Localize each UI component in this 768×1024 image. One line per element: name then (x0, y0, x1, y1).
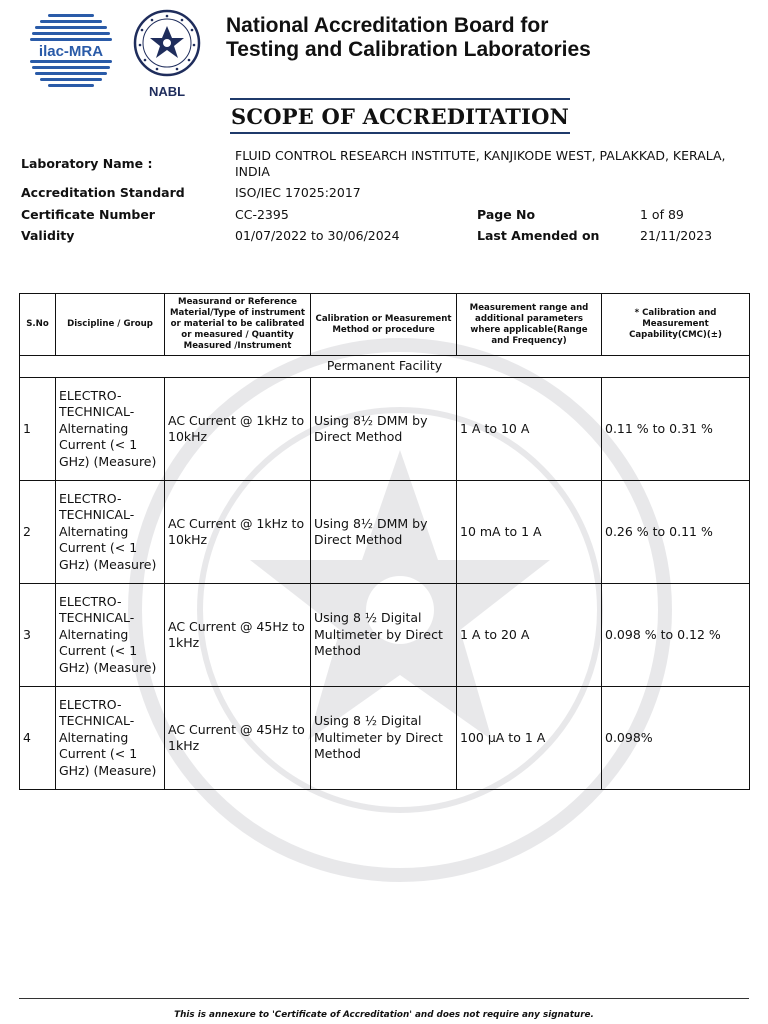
header-range: Measurement range and additional parameters where applicable(Range and Frequency) (457, 294, 602, 356)
scope-table (19, 293, 750, 790)
cell-cmc: 0.11 % to 0.31 % (602, 378, 750, 481)
table-row (20, 687, 750, 790)
lab-name-label: Laboratory Name : (21, 156, 153, 171)
table-row (20, 378, 750, 481)
header-cmc: * Calibration and Measurement Capability(CMC)(±) (602, 294, 750, 356)
cell-method: Using 8½ DMM by Direct Method (311, 481, 457, 584)
cell-measurand: AC Current @ 45Hz to 1kHz (165, 687, 311, 790)
ilac-logo-text: ilac-MRA (38, 43, 104, 60)
amended-label: Last Amended on (477, 228, 600, 243)
cell-range: 1 A to 20 A (457, 584, 602, 687)
table-header-row (20, 294, 750, 356)
nabl-logo (132, 8, 202, 100)
cell-discipline: ELECTRO-TECHNICAL- Alternating Current (< 1 GHz) (Measure) (56, 481, 165, 584)
scope-title-bottom-rule (230, 132, 570, 134)
board-title-line1: National Accreditation Board for (226, 14, 549, 37)
footer-rule (19, 998, 749, 999)
cell-sno: 1 (20, 378, 56, 481)
cell-method: Using 8 ½ Digital Multimeter by Direct Method (311, 584, 457, 687)
cell-measurand: AC Current @ 1kHz to 10kHz (165, 378, 311, 481)
board-title (226, 14, 591, 62)
cell-cmc: 0.098% (602, 687, 750, 790)
cell-measurand: AC Current @ 1kHz to 10kHz (165, 481, 311, 584)
cell-range: 1 A to 10 A (457, 378, 602, 481)
cell-cmc: 0.26 % to 0.11 % (602, 481, 750, 584)
cell-measurand: AC Current @ 45Hz to 1kHz (165, 584, 311, 687)
lab-name-line2: INDIA (235, 164, 270, 179)
facility-label: Permanent Facility (20, 356, 750, 378)
lab-name-line1: FLUID CONTROL RESEARCH INSTITUTE, KANJIKODE WEST, PALAKKAD, KERALA, (235, 148, 726, 163)
footer-note: This is annexure to 'Certificate of Accreditation' and does not require any signature. (174, 1010, 594, 1020)
cell-sno: 3 (20, 584, 56, 687)
table-row (20, 481, 750, 584)
header-sno: S.No (20, 294, 56, 356)
cell-range: 10 mA to 1 A (457, 481, 602, 584)
validity-label: Validity (21, 228, 75, 243)
cell-discipline: ELECTRO-TECHNICAL- Alternating Current (< 1 GHz) (Measure) (56, 687, 165, 790)
header-discipline: Discipline / Group (56, 294, 165, 356)
cell-method: Using 8½ DMM by Direct Method (311, 378, 457, 481)
page-label: Page No (477, 207, 536, 222)
cell-method: Using 8 ½ Digital Multimeter by Direct Method (311, 687, 457, 790)
header-measurand: Measurand or Reference Material/Type of instrument or material to be calibrated or measured / Quantity Measured /Instrument (165, 294, 311, 356)
cell-sno: 2 (20, 481, 56, 584)
standard-label: Accreditation Standard (21, 185, 185, 200)
amended-value: 21/11/2023 (640, 228, 713, 243)
lab-name-value (235, 148, 726, 180)
standard-value: ISO/IEC 17025:2017 (235, 185, 361, 200)
facility-row (20, 356, 750, 378)
certificate-value: CC-2395 (235, 207, 289, 222)
cell-discipline: ELECTRO-TECHNICAL- Alternating Current (< 1 GHz) (Measure) (56, 378, 165, 481)
board-title-line2: Testing and Calibration Laboratories (226, 38, 591, 61)
nabl-logo-text: NABL (148, 84, 186, 99)
scope-title-block (230, 98, 570, 134)
cell-discipline: ELECTRO-TECHNICAL- Alternating Current (< 1 GHz) (Measure) (56, 584, 165, 687)
cell-range: 100 µA to 1 A (457, 687, 602, 790)
table-row (20, 584, 750, 687)
page-value: 1 of 89 (640, 207, 684, 222)
header-method: Calibration or Measurement Method or procedure (311, 294, 457, 356)
certificate-label: Certificate Number (21, 207, 155, 222)
ilac-mra-logo (28, 8, 114, 94)
scope-title: SCOPE OF ACCREDITATION (231, 104, 569, 129)
validity-value: 01/07/2022 to 30/06/2024 (235, 228, 400, 243)
cell-sno: 4 (20, 687, 56, 790)
cell-cmc: 0.098 % to 0.12 % (602, 584, 750, 687)
